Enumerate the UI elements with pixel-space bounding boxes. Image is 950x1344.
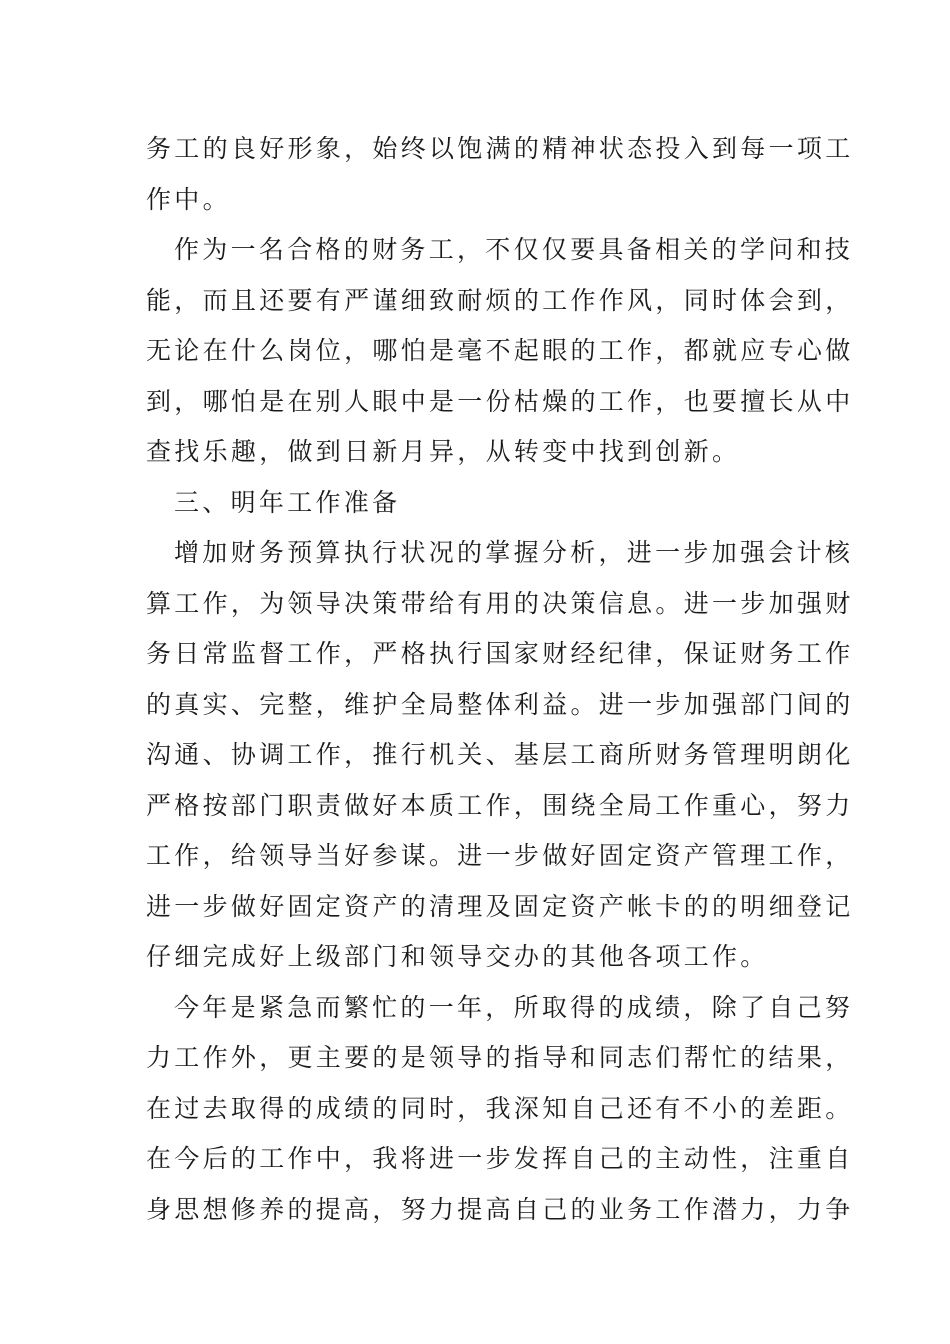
text-line: 在过去取得的成绩的同时，我深知自己还有不小的差距。 — [146, 1093, 854, 1123]
text-line: 仔细完成好上级部门和领导交办的其他各项工作。 — [146, 942, 769, 971]
text-line: 的真实、完整，维护全局整体利益。进一步加强部门间的 — [146, 689, 854, 719]
text-line: 增加财务预算执行状况的掌握分析，进一步加强会计核 — [174, 538, 854, 567]
text-line: 今年是紧急而繁忙的一年，所取得的成绩，除了自己努 — [174, 992, 854, 1022]
text-line: 算工作，为领导决策带给有用的决策信息。进一步加强财 — [146, 588, 854, 618]
text-line: 能，而且还要有严谨细致耐烦的工作作风，同时体会到， — [146, 285, 854, 315]
text-line: 查找乐趣，做到日新月异，从转变中找到创新。 — [146, 437, 741, 466]
document-body — [146, 124, 854, 1235]
text-line: 力工作外，更主要的是领导的指导和同志们帮忙的结果， — [146, 1043, 854, 1072]
text-line: 进一步做好固定资产的清理及固定资产帐卡的的明细登记 — [146, 891, 854, 921]
text-line: 作中。 — [146, 184, 231, 214]
text-line: 无论在什么岗位，哪怕是毫不起眼的工作，都就应专心做 — [146, 336, 854, 365]
text-line: 务工的良好形象，始终以饱满的精神状态投入到每一项工 — [146, 134, 854, 163]
text-line: 在今后的工作中，我将进一步发挥自己的主动性，注重自 — [146, 1144, 854, 1173]
text-line: 工作，给领导当好参谋。进一步做好固定资产管理工作， — [146, 841, 854, 870]
text-line: 三、明年工作准备 — [174, 487, 401, 517]
text-line: 身思想修养的提高，努力提高自己的业务工作潜力，力争 — [146, 1194, 854, 1224]
text-line: 务日常监督工作，严格执行国家财经纪律，保证财务工作 — [146, 639, 854, 668]
text-line: 作为一名合格的财务工，不仅仅要具备相关的学问和技 — [174, 235, 854, 264]
text-line: 沟通、协调工作，推行机关、基层工商所财务管理明朗化 — [146, 740, 854, 769]
text-line: 严格按部门职责做好本质工作，围绕全局工作重心，努力 — [146, 790, 854, 820]
text-line: 到，哪怕是在别人眼中是一份枯燥的工作，也要擅长从中 — [146, 386, 854, 416]
